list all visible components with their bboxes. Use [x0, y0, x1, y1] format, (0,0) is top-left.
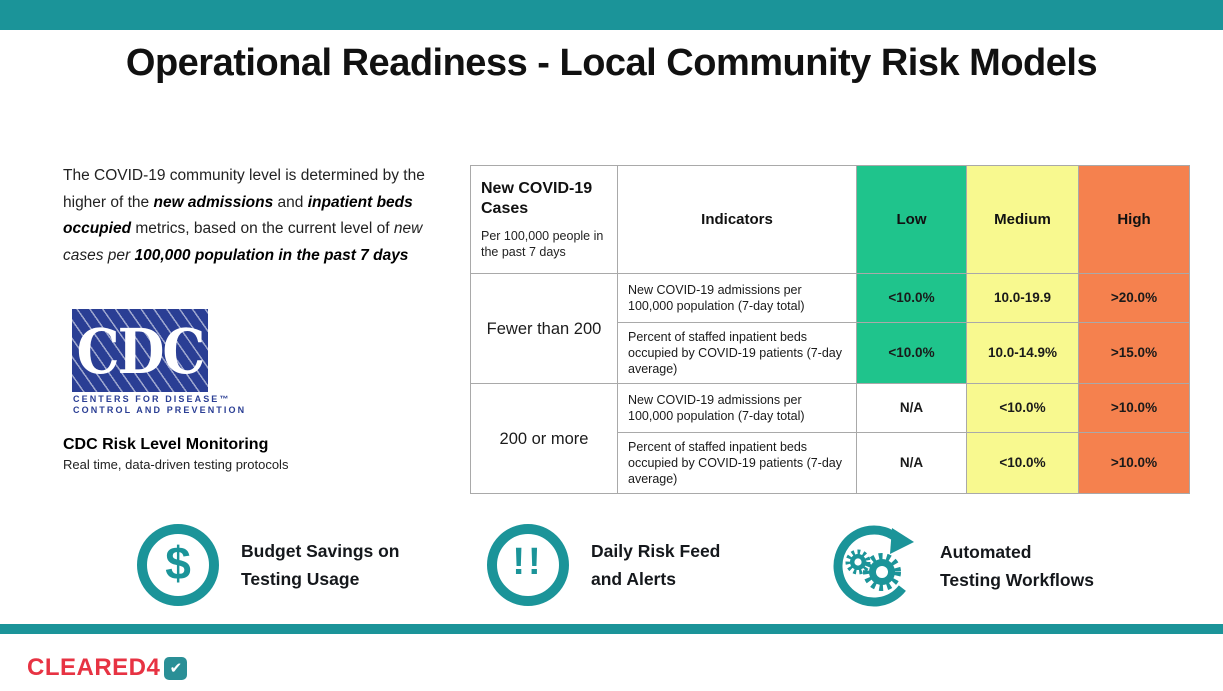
low-value-cell: <10.0% — [857, 274, 967, 323]
indicator-cell: New COVID-19 admissions per 100,000 population (7-day total) — [618, 274, 857, 323]
intro-segment: The COVID-19 community level is determined by the higher of the — [63, 167, 425, 211]
cdc-section-heading: CDC Risk Level Monitoring — [63, 436, 269, 453]
high-value-cell: >10.0% — [1079, 384, 1190, 433]
intro-segment: inpatient beds occupied — [63, 193, 413, 237]
cdc-logo-letters: CDC — [76, 313, 204, 388]
high-value-cell: >10.0% — [1079, 433, 1190, 494]
low-value-cell: <10.0% — [857, 323, 967, 384]
feature-budget-savings — [137, 524, 399, 606]
cases-title: New COVID-19 Cases — [481, 180, 593, 217]
alert-icon — [487, 524, 569, 606]
cdc-section-subheading: Real time, data-driven testing protocols — [63, 457, 289, 472]
intro-segment: new admissions — [153, 193, 274, 211]
gears-icon — [830, 522, 918, 610]
cdc-caption-line1: CENTERS FOR DISEASE™ — [73, 394, 231, 404]
top-accent-bar — [0, 0, 1223, 30]
cdc-caption-line2: CONTROL AND PREVENTION — [73, 405, 247, 415]
high-value-cell: >20.0% — [1079, 274, 1190, 323]
feature-label-line2: and Alerts — [591, 569, 676, 589]
cleared4-logo — [27, 654, 187, 682]
medium-value-cell: 10.0-19.9 — [967, 274, 1079, 323]
medium-value-cell: <10.0% — [967, 384, 1079, 433]
alert-glyph: !! — [512, 541, 544, 583]
indicator-cell: Percent of staffed inpatient beds occupied by COVID-19 patients (7-day average) — [618, 323, 857, 384]
header-cell-high: High — [1079, 166, 1190, 274]
feature-label — [241, 537, 399, 593]
feature-automated-workflows — [830, 522, 1094, 610]
feature-label — [940, 538, 1094, 594]
page-title: Operational Readiness - Local Community Risk Models — [125, 42, 1098, 84]
group-label-fewer-than-200: Fewer than 200 — [471, 274, 618, 384]
dollar-glyph: $ — [165, 537, 191, 589]
intro-paragraph — [63, 163, 429, 269]
low-value-cell: N/A — [857, 384, 967, 433]
header-cell-low: Low — [857, 166, 967, 274]
high-value-cell: >15.0% — [1079, 323, 1190, 384]
low-value-cell: N/A — [857, 433, 967, 494]
feature-daily-risk-feed — [487, 524, 720, 606]
table-row — [471, 274, 1190, 323]
cases-subtitle: Per 100,000 people in the past 7 days — [481, 229, 604, 259]
header-cell-indicators: Indicators — [618, 166, 857, 274]
feature-label-line1: Budget Savings on — [241, 541, 400, 561]
cdc-logo-caption — [73, 394, 246, 416]
group-label-200-or-more: 200 or more — [471, 384, 618, 494]
checkmark-icon: ✔ — [164, 657, 187, 680]
medium-value-cell: <10.0% — [967, 433, 1079, 494]
feature-label — [591, 537, 720, 593]
feature-label-line2: Testing Workflows — [940, 570, 1094, 590]
risk-table — [470, 165, 1190, 494]
intro-segment: metrics, based on the current level of — [131, 220, 394, 237]
header-cell-cases — [471, 166, 618, 274]
intro-segment: and — [273, 193, 308, 211]
intro-segment: new cases per — [63, 220, 423, 264]
cdc-logo — [72, 309, 208, 392]
dollar-icon — [137, 524, 219, 606]
risk-table-header-row — [471, 166, 1190, 274]
header-cell-medium: Medium — [967, 166, 1079, 274]
indicator-cell: New COVID-19 admissions per 100,000 population (7-day total) — [618, 384, 857, 433]
cleared4-wordmark: CLEARED4 — [27, 654, 161, 681]
feature-label-line1: Automated — [940, 542, 1032, 562]
footer-accent-line — [0, 624, 1223, 634]
feature-label-line1: Daily Risk Feed — [591, 541, 721, 561]
feature-label-line2: Testing Usage — [241, 569, 360, 589]
indicator-cell: Percent of staffed inpatient beds occupied by COVID-19 patients (7-day average) — [618, 433, 857, 494]
table-row — [471, 384, 1190, 433]
intro-segment: 100,000 population in the past 7 days — [134, 246, 409, 264]
medium-value-cell: 10.0-14.9% — [967, 323, 1079, 384]
